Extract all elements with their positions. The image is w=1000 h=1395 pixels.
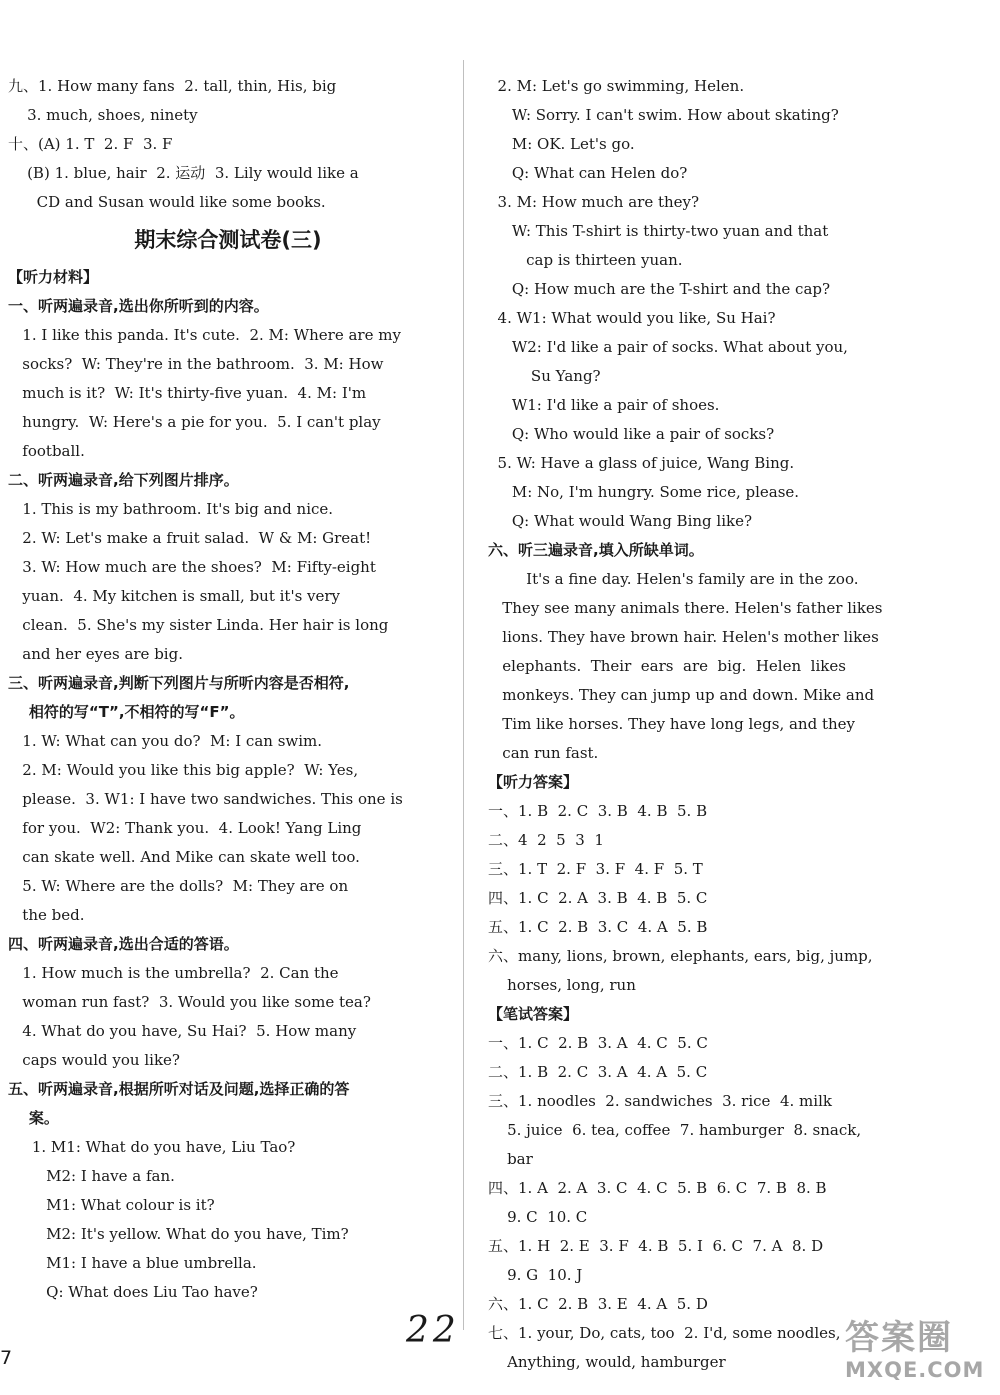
text-line: bar xyxy=(488,1150,533,1168)
text-line: Q: Who would like a pair of socks? xyxy=(488,425,775,443)
text-line: clean. 5. She's my sister Linda. Her hair is long xyxy=(8,616,389,634)
text-line: M: No, I'm hungry. Some rice, please. xyxy=(488,483,800,501)
text-line: It's a fine day. Helen's family are in the zoo. xyxy=(488,570,859,588)
section-heading: 一、听两遍录音,选出你所听到的内容。 xyxy=(8,297,269,315)
text-line: 2. M: Would you like this big apple? W: Yes, xyxy=(8,761,359,779)
section-heading: 相符的写“T”,不相符的写“F”。 xyxy=(8,703,245,721)
section-heading: 三、听两遍录音,判断下列图片与所听内容是否相符, xyxy=(8,674,350,692)
text-line: Q: What does Liu Tao have? xyxy=(8,1283,258,1301)
text-line: 3. M: How much are they? xyxy=(488,193,700,211)
section-heading: 四、听两遍录音,选出合适的答语。 xyxy=(8,935,239,953)
watermark-title: 答案圈 xyxy=(845,1318,953,1358)
text-line: elephants. Their ears are big. Helen likes xyxy=(488,657,846,675)
text-line: for you. W2: Thank you. 4. Look! Yang Ling xyxy=(8,819,362,837)
text-line: 9. C 10. C xyxy=(488,1208,588,1226)
text-line: Q: What would Wang Bing like? xyxy=(488,512,753,530)
text-line: 1. M1: What do you have, Liu Tao? xyxy=(8,1138,296,1156)
section-heading: 【听力答案】 xyxy=(488,773,579,791)
text-line: 3. much, shoes, ninety xyxy=(8,106,198,124)
text-line: 五、1. H 2. E 3. F 4. B 5. I 6. C 7. A 8. D xyxy=(488,1237,824,1255)
text-line: 5. juice 6. tea, coffee 7. hamburger 8. snack, xyxy=(488,1121,862,1139)
text-line: horses, long, run xyxy=(488,976,636,994)
text-line: 4. W1: What would you like, Su Hai? xyxy=(488,309,776,327)
text-line: caps would you like? xyxy=(8,1051,180,1069)
text-line: Q: What can Helen do? xyxy=(488,164,688,182)
text-line: can run fast. xyxy=(488,744,599,762)
section-heading: 【听力材料】 xyxy=(8,268,99,286)
text-line: 三、1. noodles 2. sandwiches 3. rice 4. milk xyxy=(488,1092,832,1110)
text-line: M2: It's yellow. What do you have, Tim? xyxy=(8,1225,349,1243)
text-line: (B) 1. blue, hair 2. 运动 3. Lily would like a xyxy=(8,164,359,182)
text-line: the bed. xyxy=(8,906,85,924)
text-line: 六、1. C 2. B 3. E 4. A 5. D xyxy=(488,1295,708,1313)
text-line: 一、1. B 2. C 3. B 4. B 5. B xyxy=(488,802,708,820)
text-line: much is it? W: It's thirty-five yuan. 4. M: I'm xyxy=(8,384,367,402)
text-line: 1. How much is the umbrella? 2. Can the xyxy=(8,964,339,982)
text-line: 四、1. C 2. A 3. B 4. B 5. C xyxy=(488,889,708,907)
text-line: M: OK. Let's go. xyxy=(488,135,635,153)
page-number: 7 xyxy=(0,1347,13,1369)
section-heading: 五、听两遍录音,根据所听对话及问题,选择正确的答 xyxy=(8,1080,350,1098)
test-title: 期末综合测试卷(三) xyxy=(134,228,322,252)
text-line: W1: I'd like a pair of shoes. xyxy=(488,396,720,414)
text-line: Su Yang? xyxy=(488,367,601,385)
text-line: hungry. W: Here's a pie for you. 5. I can't play xyxy=(8,413,381,431)
text-line: 一、1. C 2. B 3. A 4. C 5. C xyxy=(488,1034,708,1052)
section-heading: 案。 xyxy=(8,1109,59,1127)
text-line: 五、1. C 2. B 3. C 4. A 5. B xyxy=(488,918,708,936)
text-line: 七、1. your, Do, cats, too 2. I'd, some noodles, xyxy=(488,1324,841,1342)
watermark-logo xyxy=(845,1318,995,1390)
text-line: 5. W: Where are the dolls? M: They are on xyxy=(8,877,349,895)
text-line: 六、many, lions, brown, elephants, ears, big, jump, xyxy=(488,947,873,965)
text-line: lions. They have brown hair. Helen's mother likes xyxy=(488,628,879,646)
text-line: 1. W: What can you do? M: I can swim. xyxy=(8,732,323,750)
handwritten-mark: 22 xyxy=(406,1310,460,1351)
text-line: W2: I'd like a pair of socks. What about you, xyxy=(488,338,848,356)
section-heading: 六、听三遍录音,填入所缺单词。 xyxy=(488,541,704,559)
right-column xyxy=(488,72,898,1377)
text-line: 三、1. T 2. F 3. F 4. F 5. T xyxy=(488,860,703,878)
text-line: 5. W: Have a glass of juice, Wang Bing. xyxy=(488,454,795,472)
text-line: woman run fast? 3. Would you like some tea? xyxy=(8,993,371,1011)
text-line: please. 3. W1: I have two sandwiches. This one is xyxy=(8,790,403,808)
text-line: They see many animals there. Helen's father likes xyxy=(488,599,883,617)
column-divider xyxy=(463,60,464,1330)
text-line: W: Sorry. I can't swim. How about skating? xyxy=(488,106,839,124)
text-line: monkeys. They can jump up and down. Mike and xyxy=(488,686,875,704)
text-line: M1: What colour is it? xyxy=(8,1196,215,1214)
text-line: 9. G 10. J xyxy=(488,1266,583,1284)
text-line: 2. M: Let's go swimming, Helen. xyxy=(488,77,745,95)
text-line: and her eyes are big. xyxy=(8,645,183,663)
text-line: 九、1. How many fans 2. tall, thin, His, big xyxy=(8,77,337,95)
text-line: 十、(A) 1. T 2. F 3. F xyxy=(8,135,173,153)
text-line: 1. This is my bathroom. It's big and nice. xyxy=(8,500,334,518)
text-line: M1: I have a blue umbrella. xyxy=(8,1254,257,1272)
text-line: football. xyxy=(8,442,85,460)
text-line: 3. W: How much are the shoes? M: Fifty-eight xyxy=(8,558,376,576)
text-line: Q: How much are the T-shirt and the cap? xyxy=(488,280,831,298)
text-line: W: This T-shirt is thirty-two yuan and that xyxy=(488,222,829,240)
text-line: 二、1. B 2. C 3. A 4. A 5. C xyxy=(488,1063,708,1081)
text-line: socks? W: They're in the bathroom. 3. M: How xyxy=(8,355,384,373)
watermark-url: MXQE.COM xyxy=(845,1358,985,1382)
text-line: CD and Susan would like some books. xyxy=(8,193,326,211)
section-heading: 二、听两遍录音,给下列图片排序。 xyxy=(8,471,239,489)
text-line: 2. W: Let's make a fruit salad. W & M: Great! xyxy=(8,529,372,547)
text-line: 4. What do you have, Su Hai? 5. How many xyxy=(8,1022,357,1040)
text-line: 1. I like this panda. It's cute. 2. M: Where are my xyxy=(8,326,401,344)
left-column xyxy=(8,72,448,1307)
text-line: 二、4 2 5 3 1 xyxy=(488,831,604,849)
text-line: Anything, would, hamburger xyxy=(488,1353,726,1371)
section-heading: 【笔试答案】 xyxy=(488,1005,579,1023)
text-line: cap is thirteen yuan. xyxy=(488,251,683,269)
text-line: Tim like horses. They have long legs, and they xyxy=(488,715,855,733)
text-line: can skate well. And Mike can skate well too. xyxy=(8,848,360,866)
text-line: yuan. 4. My kitchen is small, but it's very xyxy=(8,587,341,605)
text-line: 四、1. A 2. A 3. C 4. C 5. B 6. C 7. B 8. B xyxy=(488,1179,827,1197)
text-line: M2: I have a fan. xyxy=(8,1167,175,1185)
